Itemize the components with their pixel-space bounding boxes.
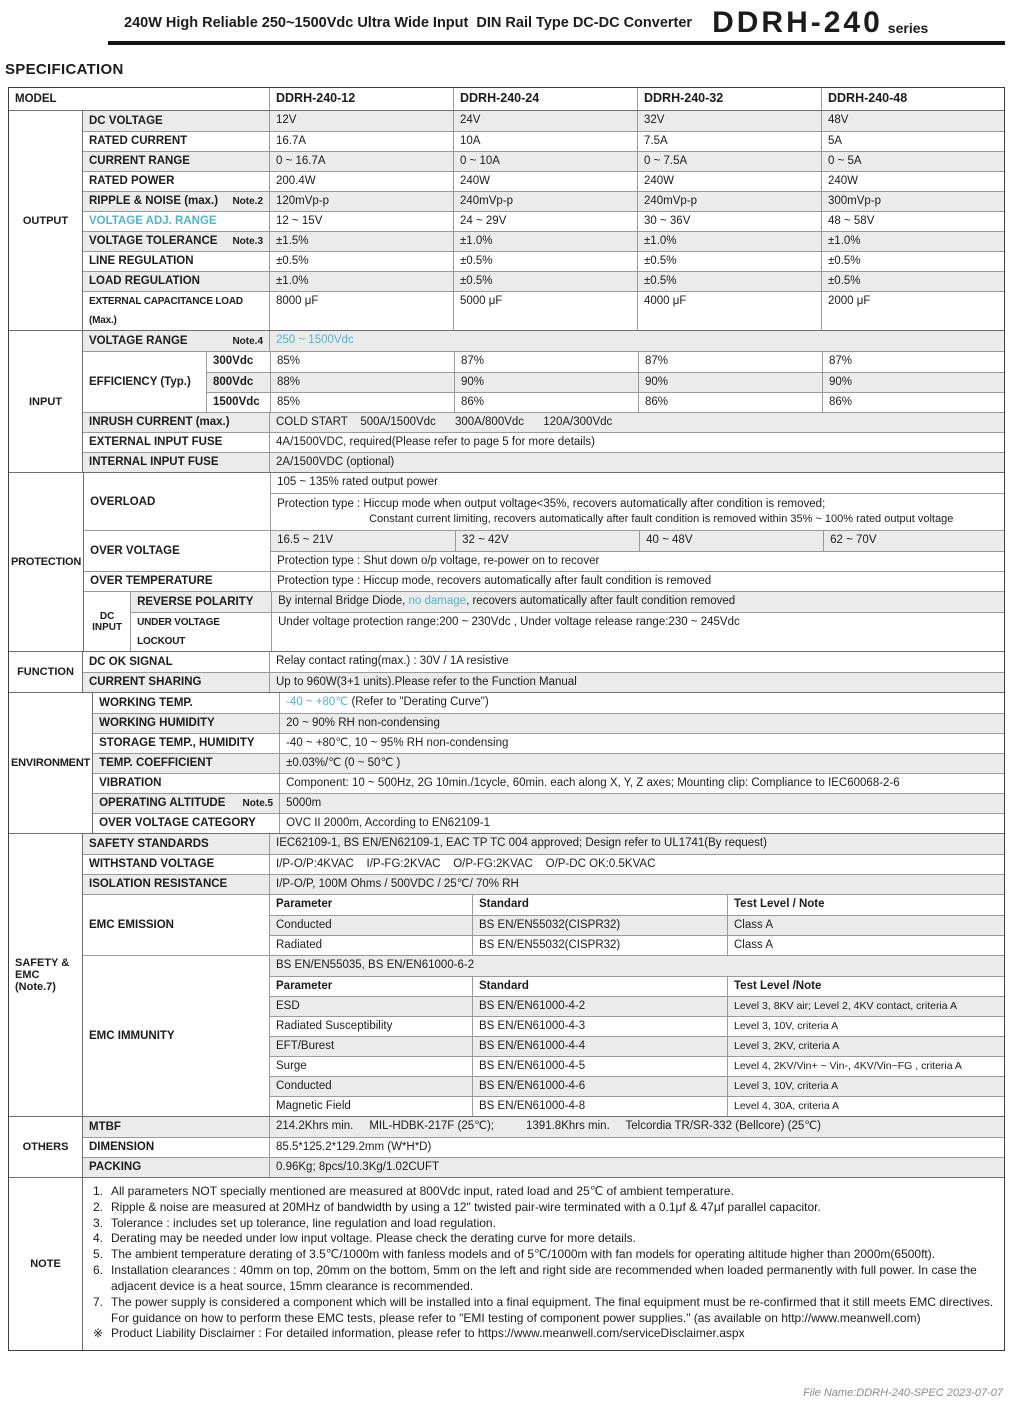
model-name: DDRH-240-48 <box>821 88 1004 110</box>
value-cell: 88% <box>270 373 454 392</box>
column-header: Parameter <box>276 898 333 910</box>
over-voltage-group <box>84 530 1004 571</box>
value-cell: 24V <box>453 111 637 131</box>
table-row <box>270 1076 1004 1096</box>
value-cell: BS EN/EN61000-4-5 <box>472 1057 727 1076</box>
value-cell: 85% <box>270 352 454 372</box>
param-label: RIPPLE & NOISE (max.) Note.2 <box>83 192 269 211</box>
param-label: OVER VOLTAGE <box>90 545 180 557</box>
value-cell <box>271 494 1004 530</box>
model-row-label: MODEL <box>15 92 57 105</box>
column-header: Standard <box>472 895 727 915</box>
param-label: EMC EMISSION <box>89 919 174 931</box>
table-row <box>270 976 1004 996</box>
value-cell: 90% <box>638 373 822 392</box>
param-label: LINE REGULATION <box>89 255 194 267</box>
section-label: PROTECTION <box>9 473 84 651</box>
param-label: CURRENT RANGE <box>89 155 190 167</box>
value-cell: 240mVp-p <box>637 192 821 211</box>
value-cell: 86% <box>454 393 638 412</box>
table-row <box>207 392 1004 412</box>
note-item: 6. Installation clearances : 40mm on top, 20mm on the bottom, 5mm on the left and right side are recommended when loaded permanently with full power. In case the adjacent device is a heat source, 15mm clearance is recommended. <box>93 1263 977 1293</box>
emc-immunity-group <box>83 955 1004 1116</box>
value-cell: ±0.5% <box>269 252 453 271</box>
table-row <box>131 592 1004 612</box>
value-cell: Conducted <box>276 1080 332 1092</box>
value-cell: -40 ~ +80℃, 10 ~ 95% RH non-condensing <box>279 734 1004 753</box>
value-cell: ±0.5% <box>453 272 637 291</box>
value-cell: 2A/1500VDC (optional) <box>269 453 1004 472</box>
value-cell: I/P-O/P:4KVAC I/P-FG:2KVAC O/P-FG:2KVAC O/P-DC OK:0.5KVAC <box>269 855 1004 874</box>
overload-type-line2: Constant current limiting, recovers automatically after fault condition is removed within 35% ~ 100% rated output voltage <box>369 513 954 525</box>
value-cell: ±0.5% <box>821 272 1004 291</box>
value-cell: Level 3, 8KV air; Level 2, 4KV contact, criteria A <box>727 997 1004 1016</box>
table-row <box>270 1016 1004 1036</box>
param-label: VOLTAGE RANGE Note.4 <box>83 331 269 351</box>
table-row <box>93 813 1004 833</box>
table-row <box>83 834 1004 854</box>
value-cell: 85% <box>270 393 454 412</box>
param-label: DC INPUT <box>92 610 123 633</box>
value-cell: ±1.0% <box>269 272 453 291</box>
value-cell: 87% <box>454 352 638 372</box>
param-label: RATED POWER <box>89 175 175 187</box>
value-cell: 32V <box>637 111 821 131</box>
series-brand: DDRH-240 <box>712 6 883 39</box>
param-label: DC OK SIGNAL <box>89 655 173 668</box>
table-row <box>207 372 1004 392</box>
value-cell: 48 ~ 58V <box>821 212 1004 231</box>
efficiency-group <box>83 351 1004 412</box>
table-row <box>83 271 1004 291</box>
value-cell: 240W <box>453 172 637 191</box>
table-row <box>93 753 1004 773</box>
value-cell: ±1.0% <box>821 232 1004 251</box>
table-row <box>270 1036 1004 1056</box>
note-ref: Note.5 <box>242 798 274 809</box>
value-cell: ±1.0% <box>453 232 637 251</box>
value-cell: 250 ~ 1500Vdc <box>269 331 1004 351</box>
value-cell: Class A <box>727 916 1004 935</box>
table-row <box>83 432 1004 452</box>
param-label: PACKING <box>89 1161 142 1173</box>
table-row <box>93 793 1004 813</box>
sub-param-label: 800Vdc <box>213 376 254 388</box>
value-cell: BS EN/EN61000-4-6 <box>472 1077 727 1096</box>
page-title: 240W High Reliable 250~1500Vdc Ultra Wide Input DIN Rail Type DC-DC Converter <box>124 15 693 31</box>
param-label: TEMP. COEFFICIENT <box>99 757 213 769</box>
value-cell: ±1.0% <box>637 232 821 251</box>
value-cell: BS EN/EN55035, BS EN/EN61000-6-2 <box>276 959 475 971</box>
page-header <box>108 8 1005 45</box>
value-cell: 86% <box>822 393 1004 412</box>
param-label: EXTERNAL INPUT FUSE <box>89 436 223 448</box>
value-cell: BS EN/EN61000-4-4 <box>472 1037 727 1056</box>
value-cell: ±0.5% <box>637 252 821 271</box>
column-header: Test Level /Note <box>727 977 1004 996</box>
value-cell: COLD START 500A/1500Vdc 300A/800Vdc 120A/300Vdc <box>269 413 1004 432</box>
section-label: ENVIRONMENT <box>9 693 93 833</box>
value-cell: ±0.5% <box>637 272 821 291</box>
table-row <box>271 473 1004 493</box>
safety-emc-section <box>9 833 1004 1116</box>
note-item: 4. Derating may be needed under low input voltage. Please check the derating curve for more details. <box>93 1231 636 1246</box>
param-label: ISOLATION RESISTANCE <box>89 878 228 890</box>
value-cell: -40 ~ +80℃ (Refer to "Derating Curve") <box>279 693 1004 713</box>
table-row <box>270 1096 1004 1116</box>
value-cell: 240mVp-p <box>453 192 637 211</box>
param-label: WITHSTAND VOLTAGE <box>89 858 215 870</box>
overload-type-line1: Protection type : Hiccup mode when output voltage<35%, recovers automatically after condition is removed; <box>277 498 826 510</box>
param-label: VIBRATION <box>99 777 162 789</box>
value-cell: 12 ~ 15V <box>269 212 453 231</box>
table-row <box>83 412 1004 432</box>
param-label: EMC IMMUNITY <box>89 1030 175 1042</box>
value-cell: 40 ~ 48V <box>639 531 823 551</box>
value-cell: Conducted <box>276 919 332 931</box>
note-item: 5. The ambient temperature derating of 3.5℃/1000m with fanless models and of 5℃/1000m with fan models for operating altitude higher than 2000m(6500ft). <box>93 1247 936 1262</box>
value-cell: 16.5 ~ 21V <box>277 534 334 546</box>
value-cell: 16.7A <box>269 132 453 151</box>
param-label: INRUSH CURRENT (max.) <box>89 416 230 428</box>
value-cell: 5A <box>821 132 1004 151</box>
value-cell: 10A <box>453 132 637 151</box>
value-cell: 30 ~ 36V <box>637 212 821 231</box>
value-cell: 85.5*125.2*129.2mm (W*H*D) <box>269 1138 1004 1157</box>
section-label: SAFETY & EMC (Note.7) <box>9 834 83 1116</box>
value-cell: 86% <box>638 393 822 412</box>
value-cell: 5000m <box>279 794 1004 813</box>
value-cell: 240W <box>821 172 1004 191</box>
sub-param-label: REVERSE POLARITY <box>137 595 254 608</box>
table-row <box>131 612 1004 651</box>
table-row <box>83 652 1004 672</box>
column-header: Test Level / Note <box>727 895 1004 915</box>
spec-heading: SPECIFICATION <box>5 61 124 78</box>
note-ref: Note.2 <box>232 196 263 207</box>
value-cell: Radiated Susceptibility <box>276 1020 393 1032</box>
table-row <box>83 854 1004 874</box>
param-label: VOLTAGE TOLERANCE Note.3 <box>83 232 269 251</box>
table-row <box>83 151 1004 171</box>
section-label: FUNCTION <box>9 652 83 692</box>
note-section <box>9 1177 1004 1350</box>
table-row <box>270 915 1004 935</box>
value-cell: 4000 μF <box>637 292 821 330</box>
table-row <box>83 111 1004 131</box>
value-cell: Radiated <box>276 939 323 951</box>
value-cell: BS EN/EN61000-4-8 <box>472 1097 727 1116</box>
value-cell: 5000 μF <box>453 292 637 330</box>
table-row <box>83 191 1004 211</box>
table-row <box>271 551 1004 571</box>
value-cell: Protection type : Shut down o/p voltage, re-power on to recover <box>277 555 600 567</box>
note-item: 1. All parameters NOT specially mentioned are measured at 800Vdc input, rated load and 25℃ of ambient temperature. <box>93 1184 734 1198</box>
value-cell: 0 ~ 16.7A <box>269 152 453 171</box>
environment-section <box>9 692 1004 833</box>
value-cell: 0.96Kg; 8pcs/10.3Kg/1.02CUFT <box>269 1158 1004 1177</box>
model-name: DDRH-240-24 <box>453 88 637 110</box>
value-cell: Component: 10 ~ 500Hz, 2G 10min./1cycle, 60min. each along X, Y, Z axes; Mounting clip: Compliance to IEC60068-2-6 <box>279 774 1004 793</box>
value-cell: OVC II 2000m, According to EN62109-1 <box>279 814 1004 833</box>
value-cell: 214.2Khrs min. MIL-HDBK-217F (25℃); 1391.8Khrs min. Telcordia TR/SR-332 (Bellcore) (25℃) <box>269 1117 1004 1137</box>
others-section <box>9 1116 1004 1177</box>
param-label: SAFETY STANDARDS <box>89 837 209 850</box>
value-cell: 62 ~ 70V <box>823 531 1004 551</box>
column-header: Standard <box>472 977 727 996</box>
value-cell: ±0.5% <box>453 252 637 271</box>
table-row <box>93 733 1004 753</box>
value-cell: 20 ~ 90% RH non-condensing <box>279 714 1004 733</box>
table-row <box>270 895 1004 915</box>
value-cell: Level 4, 30A, criteria A <box>727 1097 1004 1116</box>
table-row <box>93 713 1004 733</box>
value-cell: 240W <box>637 172 821 191</box>
value-cell: Level 3, 2KV, criteria A <box>727 1037 1004 1056</box>
output-section <box>9 110 1004 330</box>
table-row <box>271 531 1004 551</box>
value-cell: Surge <box>276 1060 307 1072</box>
section-label: NOTE <box>9 1178 83 1350</box>
value-cell: Class A <box>727 936 1004 955</box>
notes-list <box>83 1178 1004 1350</box>
file-name-footer: File Name:DDRH-240-SPEC 2023-07-07 <box>803 1387 1003 1399</box>
function-section <box>9 651 1004 692</box>
table-row <box>93 773 1004 793</box>
value-cell: Magnetic Field <box>276 1100 351 1112</box>
table-row <box>83 171 1004 191</box>
value-cell: 24 ~ 29V <box>453 212 637 231</box>
param-label: EFFICIENCY (Typ.) <box>89 376 191 388</box>
value-cell: BS EN/EN55032(CISPR32) <box>472 936 727 955</box>
column-header: Parameter <box>276 980 333 992</box>
value-cell: 90% <box>454 373 638 392</box>
param-label: STORAGE TEMP., HUMIDITY <box>99 737 255 749</box>
table-row <box>271 493 1004 530</box>
dc-input-group <box>84 591 1004 651</box>
value-cell: 7.5A <box>637 132 821 151</box>
value-cell: 120mVp-p <box>269 192 453 211</box>
table-row <box>83 131 1004 151</box>
value-cell: 8000 μF <box>269 292 453 330</box>
value-cell: 87% <box>638 352 822 372</box>
value-cell: Up to 960W(3+1 units).Please refer to the Function Manual <box>269 673 1004 692</box>
overload-group <box>84 473 1004 530</box>
table-row <box>270 956 1004 976</box>
table-row <box>83 1137 1004 1157</box>
value-cell: 12V <box>269 111 453 131</box>
table-row <box>83 331 1004 351</box>
section-label: INPUT <box>9 331 83 472</box>
value-cell: Level 3, 10V, criteria A <box>727 1017 1004 1036</box>
value-cell: EFT/Burest <box>276 1040 335 1052</box>
value-cell: 200.4W <box>269 172 453 191</box>
table-row <box>83 251 1004 271</box>
param-label: OPERATING ALTITUDE Note.5 <box>93 794 279 813</box>
value-cell: 87% <box>822 352 1004 372</box>
param-label: WORKING TEMP. <box>99 696 193 709</box>
spec-table <box>8 87 1005 1351</box>
param-label: EXTERNAL CAPACITANCE LOAD (Max.) <box>89 296 243 326</box>
param-label: CURRENT SHARING <box>89 676 202 688</box>
value-cell: 0 ~ 10A <box>453 152 637 171</box>
value-cell: ±0.03%/℃ (0 ~ 50℃ ) <box>279 754 1004 773</box>
table-row <box>83 874 1004 894</box>
value-cell: IEC62109-1, BS EN/EN62109-1, EAC TP TC 004 approved; Design refer to UL1741(By request) <box>269 834 1004 854</box>
value-cell: ±0.5% <box>821 252 1004 271</box>
param-label: DC VOLTAGE <box>89 114 163 127</box>
model-name: DDRH-240-32 <box>637 88 821 110</box>
table-row <box>84 571 1004 591</box>
param-label: VOLTAGE ADJ. RANGE <box>89 215 217 227</box>
protection-section <box>9 472 1004 651</box>
param-label: OVER TEMPERATURE <box>90 575 213 587</box>
value-cell: By internal Bridge Diode, no damage, recovers automatically after fault condition removed <box>271 592 1004 612</box>
table-row <box>270 1056 1004 1076</box>
value-cell: I/P-O/P, 100M Ohms / 500VDC / 25℃/ 70% RH <box>269 875 1004 894</box>
table-row <box>83 452 1004 472</box>
param-label: DIMENSION <box>89 1141 155 1153</box>
param-label: INTERNAL INPUT FUSE <box>89 456 219 468</box>
value-cell: 0 ~ 5A <box>821 152 1004 171</box>
table-row <box>83 1157 1004 1177</box>
model-name: DDRH-240-12 <box>269 88 453 110</box>
input-section <box>9 330 1004 472</box>
param-label: RATED CURRENT <box>89 135 188 147</box>
value-cell: 105 ~ 135% rated output power <box>277 476 438 488</box>
sub-param-label: UNDER VOLTAGE LOCKOUT <box>137 617 220 647</box>
table-row <box>83 231 1004 251</box>
table-row <box>83 672 1004 692</box>
note-item: 2. Ripple & noise are measured at 20MHz of bandwidth by using a 12" twisted pair-wire terminated with a 0.1μf & 47μf parallel capacitor. <box>93 1199 821 1214</box>
sub-param-label: 1500Vdc <box>213 396 260 408</box>
section-label: OTHERS <box>9 1117 83 1177</box>
value-cell: Level 4, 2KV/Vin+ ~ Vin-, 4KV/Vin~FG , criteria A <box>727 1057 1004 1076</box>
value-cell: BS EN/EN55032(CISPR32) <box>472 916 727 935</box>
value-cell: Relay contact rating(max.) : 30V / 1A resistive <box>269 652 1004 672</box>
value-cell: 0 ~ 7.5A <box>637 152 821 171</box>
note-item: 7. The power supply is considered a component which will be installed into a final equipment. The final equipment must be re-confirmed that it still meets EMC directives. For guidance on how to perform these EMC tests, please refer to "EMI testing of component power supplies." (as available on http://www.meanwell.com) <box>93 1294 994 1325</box>
value-cell: ±1.5% <box>269 232 453 251</box>
param-label: OVER VOLTAGE CATEGORY <box>99 817 256 829</box>
emc-emission-group <box>83 894 1004 955</box>
table-row <box>93 693 1004 713</box>
table-row <box>83 1117 1004 1137</box>
value-cell: 32 ~ 42V <box>455 531 639 551</box>
table-row <box>270 935 1004 955</box>
param-label: LOAD REGULATION <box>89 275 200 287</box>
value-cell: 48V <box>821 111 1004 131</box>
value-cell: ESD <box>276 1000 300 1012</box>
note-ref: Note.4 <box>232 335 263 347</box>
table-row <box>83 211 1004 231</box>
note-ref: Note.3 <box>232 236 263 247</box>
value-cell: 2000 μF <box>821 292 1004 330</box>
param-label: OVERLOAD <box>90 495 156 508</box>
value-cell: BS EN/EN61000-4-3 <box>472 1017 727 1036</box>
value-cell: 4A/1500VDC, required(Please refer to page 5 for more details) <box>269 433 1004 452</box>
sub-param-label: 300Vdc <box>213 355 254 367</box>
model-row <box>9 88 1004 110</box>
value-cell: 90% <box>822 373 1004 392</box>
value-cell: BS EN/EN61000-4-2 <box>472 997 727 1016</box>
table-row <box>270 996 1004 1016</box>
table-row <box>83 291 1004 330</box>
param-label: MTBF <box>89 1120 121 1133</box>
note-item-disclaimer: ※ Product Liability Disclaimer : For detailed information, please refer to https://www.meanwell.com/serviceDisclaimer.aspx <box>93 1326 745 1341</box>
param-label: WORKING HUMIDITY <box>99 717 215 729</box>
note-item: 3. Tolerance : includes set up tolerance, line regulation and load regulation. <box>93 1215 496 1230</box>
series-suffix: series <box>887 20 929 36</box>
value-cell: Level 3, 10V, criteria A <box>727 1077 1004 1096</box>
value-cell: Under voltage protection range:200 ~ 230Vdc , Under voltage release range:230 ~ 245Vdc <box>271 613 1004 651</box>
datasheet-page <box>0 8 1013 1405</box>
section-label: OUTPUT <box>9 111 83 330</box>
value-cell: Protection type : Hiccup mode, recovers automatically after fault condition is removed <box>270 572 1004 591</box>
value-cell: 300mVp-p <box>821 192 1004 211</box>
table-row <box>207 352 1004 372</box>
